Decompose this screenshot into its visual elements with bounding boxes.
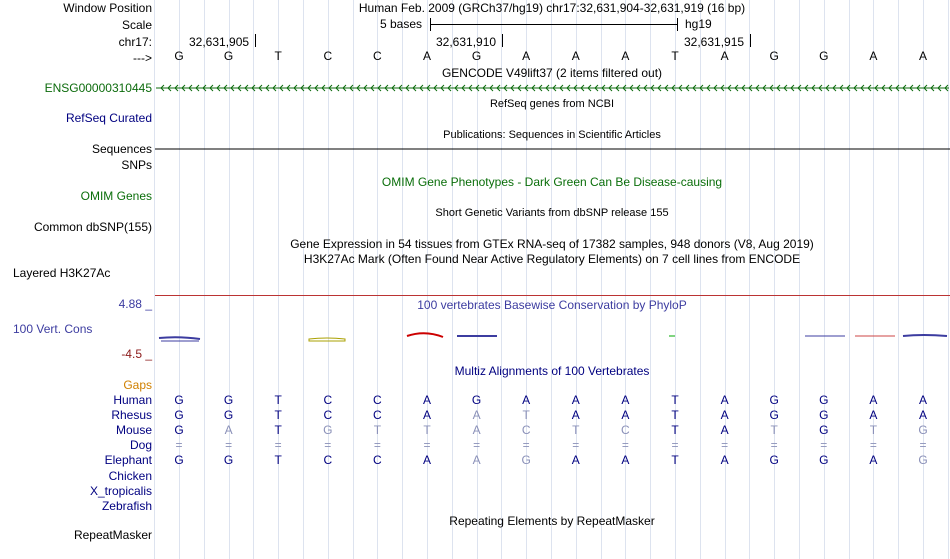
- aligned-base: G: [521, 453, 531, 467]
- strand-arrow-label: --->: [133, 51, 152, 65]
- aligned-base: G: [918, 423, 928, 437]
- aligned-base: T: [671, 393, 679, 407]
- aligned-base: =: [721, 438, 729, 452]
- aligned-base: C: [521, 423, 531, 437]
- aligned-base: =: [473, 438, 481, 452]
- coord-3: 32,631,915: [684, 35, 745, 49]
- reference-base: G: [174, 49, 184, 63]
- aligned-base: =: [820, 438, 828, 452]
- aligned-base: A: [621, 393, 630, 407]
- aligned-base: A: [720, 408, 729, 422]
- aligned-base: G: [769, 393, 779, 407]
- aligned-base: A: [224, 423, 233, 437]
- reference-base: G: [769, 49, 779, 63]
- reference-base: G: [471, 49, 482, 63]
- dbsnp-track-title: Short Genetic Variants from dbSNP release 155: [435, 207, 669, 219]
- aligned-base: A: [621, 408, 630, 422]
- sequences-label[interactable]: Sequences: [91, 142, 152, 156]
- gaps-label[interactable]: Gaps: [123, 378, 152, 392]
- reference-base: C: [373, 49, 382, 63]
- aligned-base: =: [324, 438, 332, 452]
- species-label[interactable]: Mouse: [115, 423, 152, 437]
- aligned-base: A: [571, 453, 580, 467]
- aligned-base: A: [720, 423, 729, 437]
- aligned-base: G: [769, 453, 779, 467]
- reference-base: T: [274, 49, 282, 63]
- aligned-base: C: [621, 423, 630, 437]
- reference-base: A: [522, 49, 531, 63]
- coord-1: 32,631,905: [189, 35, 250, 49]
- species-label[interactable]: Rhesus: [111, 408, 152, 422]
- reference-base: G: [819, 49, 829, 63]
- aligned-base: C: [373, 393, 382, 407]
- aligned-base: =: [869, 438, 877, 452]
- repeatmasker-track-title: Repeating Elements by RepeatMasker: [449, 514, 655, 528]
- aligned-base: T: [770, 423, 778, 437]
- aligned-base: A: [571, 408, 580, 422]
- aligned-base: A: [720, 393, 729, 407]
- aligned-base: =: [522, 438, 530, 452]
- snps-label[interactable]: SNPs: [121, 158, 152, 172]
- aligned-base: T: [373, 423, 382, 437]
- scale-text: 5 bases: [380, 17, 423, 31]
- aligned-base: A: [869, 453, 878, 467]
- window-position-label: Window Position: [63, 1, 152, 15]
- aligned-base: G: [769, 408, 779, 422]
- aligned-base: G: [174, 408, 184, 422]
- aligned-base: =: [671, 438, 679, 452]
- aligned-base: G: [819, 423, 829, 437]
- aligned-base: T: [572, 423, 580, 437]
- common-dbsnp-label[interactable]: Common dbSNP(155): [33, 220, 152, 234]
- gene-arrow-line: [156, 85, 949, 91]
- aligned-base: =: [423, 438, 431, 452]
- reference-base: C: [323, 49, 333, 63]
- refseq-track-title: RefSeq genes from NCBI: [489, 98, 615, 110]
- aligned-base: =: [274, 438, 282, 452]
- repeatmasker-label[interactable]: RepeatMasker: [73, 528, 152, 542]
- aligned-base: G: [223, 408, 234, 422]
- aligned-base: A: [472, 453, 481, 467]
- aligned-base: G: [471, 393, 482, 407]
- scale-label: Scale: [121, 18, 152, 32]
- publications-track-title: Publications: Sequences in Scientific Articles: [443, 129, 661, 141]
- reference-base: G: [223, 49, 234, 63]
- aligned-base: T: [869, 423, 878, 437]
- aligned-base: G: [323, 423, 333, 437]
- aligned-base: A: [422, 408, 432, 422]
- aligned-base: C: [373, 408, 382, 422]
- aligned-base: =: [225, 438, 233, 452]
- aligned-base: G: [223, 393, 234, 407]
- aligned-base: A: [422, 393, 432, 407]
- track-graphics: [155, 0, 950, 559]
- aligned-base: A: [621, 453, 630, 467]
- reference-base: T: [671, 49, 679, 63]
- aligned-base: T: [671, 423, 679, 437]
- aligned-base: G: [819, 408, 829, 422]
- gene-id-label[interactable]: ENSG00000310445: [44, 81, 152, 95]
- reference-base: A: [621, 49, 630, 63]
- aligned-base: =: [373, 438, 381, 452]
- aligned-base: A: [571, 393, 580, 407]
- track-labels-panel: [0, 0, 155, 559]
- aligned-base: =: [770, 438, 778, 452]
- reference-base: A: [422, 49, 432, 63]
- species-label[interactable]: X_tropicalis: [89, 484, 152, 498]
- reference-base: A: [571, 49, 580, 63]
- coord-2: 32,631,910: [436, 35, 497, 49]
- species-label[interactable]: Zebrafish: [101, 499, 152, 513]
- assembly-label: hg19: [685, 17, 712, 31]
- aligned-base: G: [174, 453, 184, 467]
- aligned-base: T: [423, 423, 431, 437]
- aligned-base: C: [323, 393, 333, 407]
- genome-browser-image[interactable]: [155, 0, 950, 559]
- aligned-base: G: [174, 423, 184, 437]
- chrom-label: chr17:: [118, 35, 152, 49]
- reference-base: A: [720, 49, 729, 63]
- h3k27ac-track-title: H3K27Ac Mark (Often Found Near Active Regulatory Elements) on 7 cell lines from ENCODE: [303, 252, 801, 266]
- reference-base: A: [869, 49, 878, 63]
- aligned-base: C: [323, 408, 333, 422]
- multiz-track-title: Multiz Alignments of 100 Vertebrates: [454, 364, 650, 378]
- aligned-base: A: [918, 393, 928, 407]
- species-label[interactable]: Elephant: [104, 453, 152, 467]
- species-label[interactable]: Human: [113, 393, 152, 407]
- aligned-base: =: [175, 438, 183, 452]
- gtex-track-title: Gene Expression in 54 tissues from GTEx RNA-seq of 17382 samples, 948 donors (V8, Aug 2019): [290, 237, 814, 251]
- aligned-base: A: [720, 453, 729, 467]
- phylop-track-title: 100 vertebrates Basewise Conservation by PhyloP: [417, 298, 687, 312]
- phylop-marks: [159, 333, 947, 341]
- aligned-base: C: [323, 453, 333, 467]
- aligned-base: G: [819, 393, 829, 407]
- aligned-base: T: [274, 423, 282, 437]
- aligned-base: T: [522, 408, 530, 422]
- aligned-base: G: [918, 453, 928, 467]
- aligned-base: =: [919, 438, 927, 452]
- aligned-base: G: [174, 393, 184, 407]
- aligned-base: G: [223, 453, 234, 467]
- vert-cons-label[interactable]: 100 Vert. Cons: [13, 322, 93, 336]
- aligned-base: A: [422, 453, 432, 467]
- aligned-base: G: [819, 453, 829, 467]
- reference-base: A: [918, 49, 928, 63]
- species-label[interactable]: Chicken: [108, 469, 152, 483]
- omim-track-title: OMIM Gene Phenotypes - Dark Green Can Be Disease-causing: [381, 175, 723, 189]
- refseq-curated-label[interactable]: RefSeq Curated: [65, 111, 152, 125]
- aligned-base: =: [621, 438, 629, 452]
- aligned-base: =: [572, 438, 580, 452]
- aligned-base: C: [373, 453, 382, 467]
- aligned-base: A: [472, 408, 481, 422]
- position-header: Human Feb. 2009 (GRCh37/hg19) chr17:32,631,904-32,631,919 (16 bp): [358, 1, 746, 15]
- aligned-base: T: [274, 453, 282, 467]
- aligned-base: A: [869, 393, 878, 407]
- gencode-track-title: GENCODE V49lift37 (2 items filtered out): [441, 66, 663, 80]
- cons-max-label: 4.88 _: [118, 297, 152, 311]
- aligned-base: A: [522, 393, 531, 407]
- aligned-base: A: [918, 408, 928, 422]
- layered-h3k27ac-label[interactable]: Layered H3K27Ac: [13, 266, 111, 280]
- cons-min-label: -4.5 _: [121, 347, 152, 361]
- omim-genes-label[interactable]: OMIM Genes: [80, 189, 152, 203]
- aligned-base: T: [274, 408, 282, 422]
- species-label[interactable]: Dog: [129, 438, 152, 452]
- aligned-base: T: [274, 393, 282, 407]
- h3k27ac-divider: [155, 295, 950, 296]
- aligned-base: A: [472, 423, 481, 437]
- aligned-base: A: [869, 408, 878, 422]
- aligned-base: T: [671, 408, 679, 422]
- aligned-base: T: [671, 453, 679, 467]
